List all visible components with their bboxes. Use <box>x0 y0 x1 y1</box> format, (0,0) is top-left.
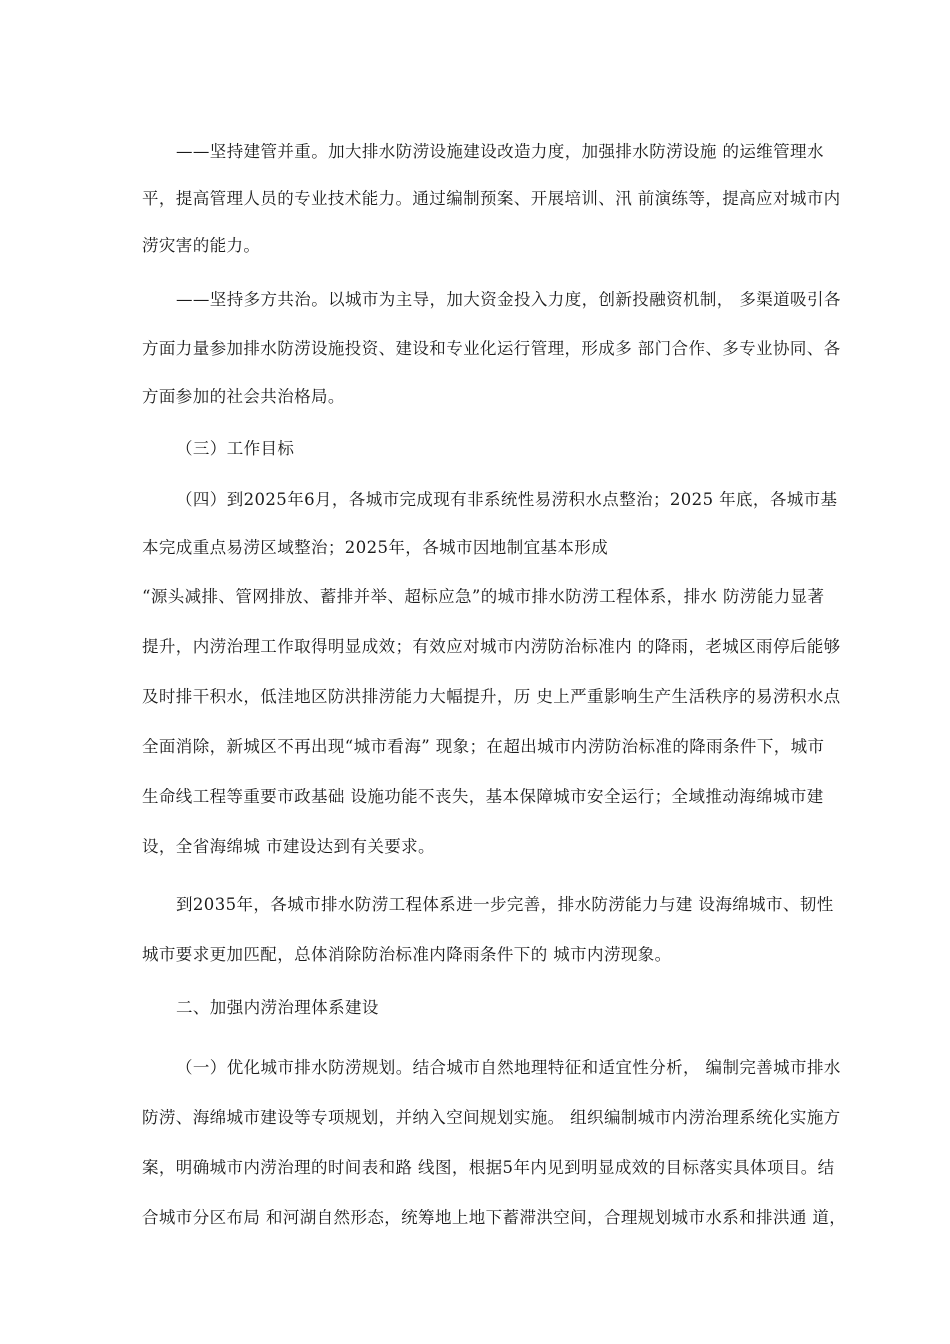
paragraph-line: ——坚持多方共治。以城市为主导，加大资金投入力度，创新投融资机制， 多渠道吸引各 <box>176 290 841 309</box>
paragraph-line: 到2035年，各城市排水防涝工程体系进一步完善，排水防涝能力与建 设海绵城市、韧性 <box>176 895 834 914</box>
paragraph-line: （一）优化城市排水防涝规划。结合城市自然地理特征和适宜性分析， 编制完善城市排水 <box>176 1058 841 1077</box>
paragraph-line: 城市要求更加匹配，总体消除防治标准内降雨条件下的 城市内涝现象。 <box>142 945 672 964</box>
paragraph-line: 防涝、海绵城市建设等专项规划，并纳入空间规划实施。 组织编制城市内涝治理系统化实施方 <box>142 1108 841 1127</box>
paragraph-line: 方面力量参加排水防涝设施投资、建设和专业化运行管理，形成多 部门合作、多专业协同、各 <box>142 339 841 358</box>
paragraph-line: 合城市分区布局 和河湖自然形态，统筹地上地下蓄滞洪空间，合理规划城市水系和排洪通 道， <box>142 1208 847 1227</box>
paragraph-line: 方面参加的社会共治格局。 <box>142 387 345 406</box>
section-heading: （三）工作目标 <box>176 439 295 458</box>
paragraph-line: 提升，内涝治理工作取得明显成效；有效应对城市内涝防治标准内 的降雨，老城区雨停后能够 <box>142 637 841 656</box>
paragraph-line: 平，提高管理人员的专业技术能力。通过编制预案、开展培训、汛 前演练等，提高应对城市内 <box>142 189 841 208</box>
paragraph-line: （四）到2025年6月，各城市完成现有非系统性易涝积水点整治；2025 年底，各城市基 <box>176 490 838 509</box>
section-heading: 二、加强内涝治理体系建设 <box>176 998 379 1017</box>
paragraph-line: 生命线工程等重要市政基础 设施功能不丧失，基本保障城市安全运行；全域推动海绵城市建 <box>142 787 824 806</box>
paragraph-line: 本完成重点易涝区域整治；2025年，各城市因地制宜基本形成 <box>142 538 609 557</box>
paragraph-line: “源头减排、管网排放、蓄排并举、超标应急”的城市排水防涝工程体系，排水 防涝能力显著 <box>142 587 825 606</box>
paragraph-line: 案，明确城市内涝治理的时间表和路 线图，根据5年内见到明显成效的目标落实具体项目。结 <box>142 1158 835 1177</box>
paragraph-line: 涝灾害的能力。 <box>142 236 261 255</box>
paragraph-line: ——坚持建管并重。加大排水防涝设施建设改造力度，加强排水防涝设施 的运维管理水 <box>176 142 824 161</box>
paragraph-line: 全面消除，新城区不再出现“城市看海” 现象；在超出城市内涝防治标准的降雨条件下，城市 <box>142 737 825 756</box>
paragraph-line: 设，全省海绵城 市建设达到有关要求。 <box>142 837 435 856</box>
paragraph-line: 及时排干积水，低洼地区防洪排涝能力大幅提升，历 史上严重影响生产生活秩序的易涝积水点 <box>142 687 841 706</box>
